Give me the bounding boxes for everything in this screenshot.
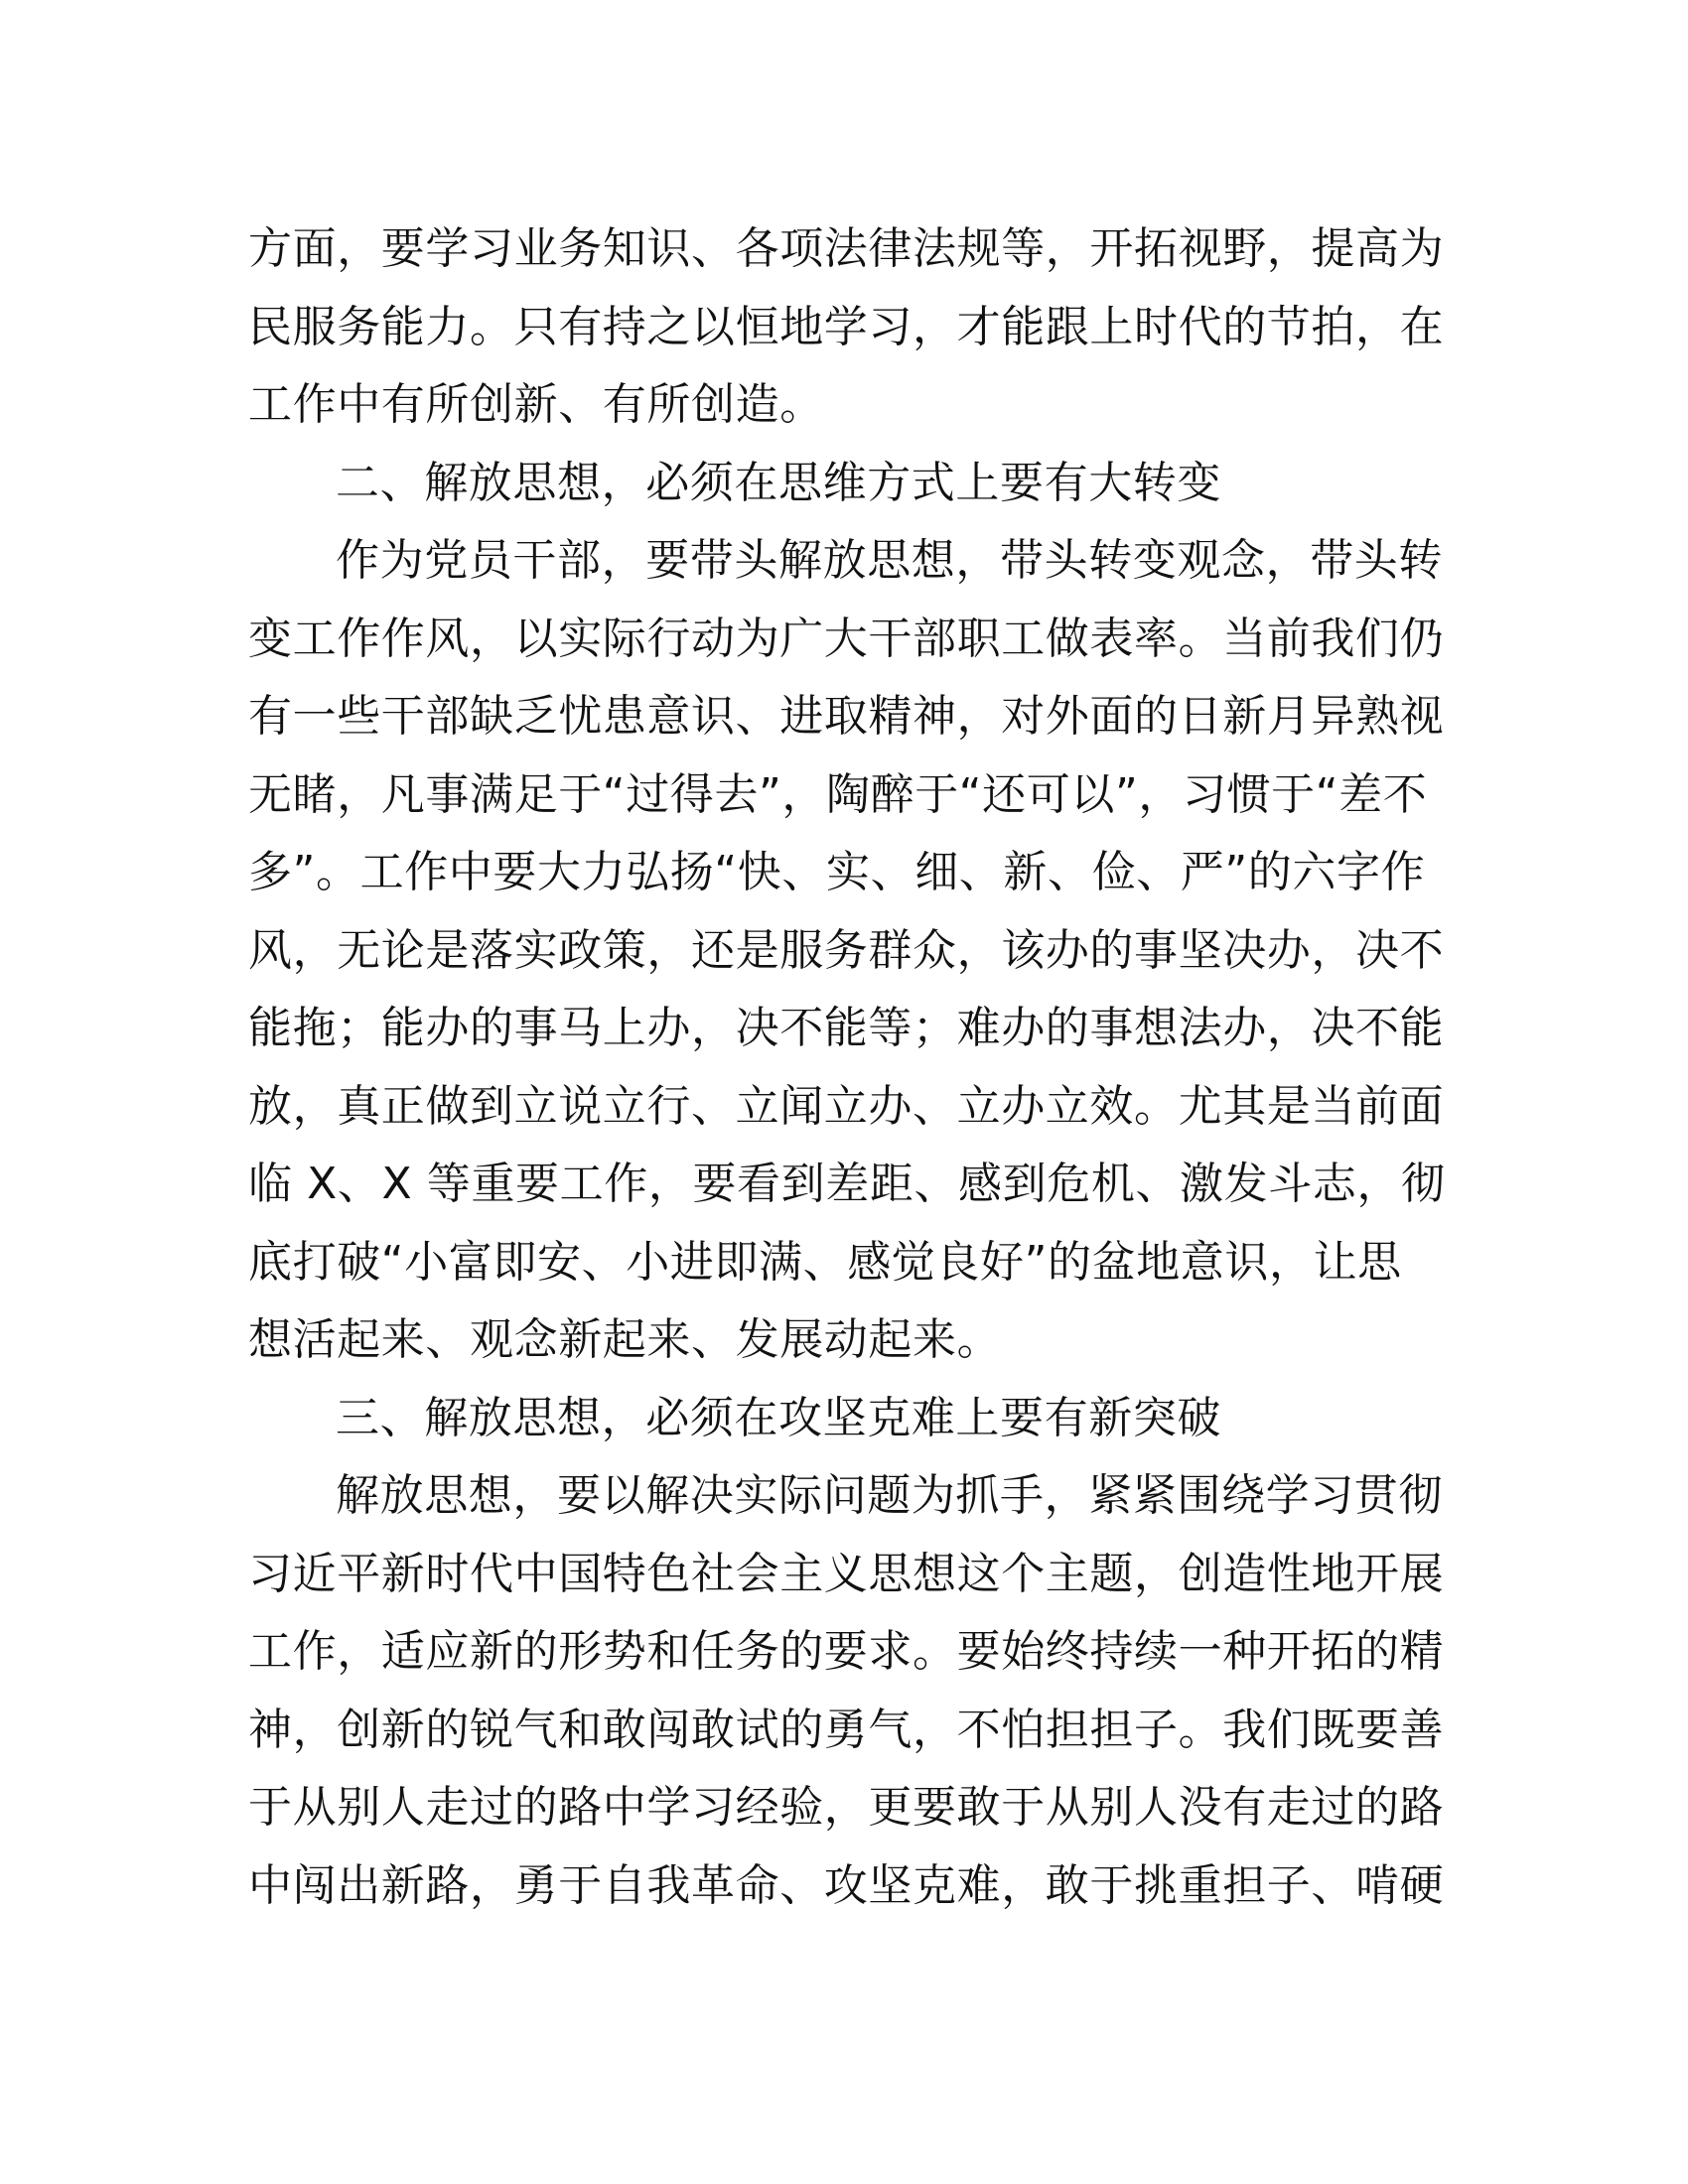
paragraph-3-line-5: 于从别人走过的路中学习经验，更要敢于从别人没有走过的路 [248,1782,1445,1833]
paragraph-1-line-3: 工作中有所创新、有所创造。 [248,379,824,430]
paragraph-2-line-9: 临 X、X 等重要工作，要看到差距、感到危机、激发斗志，彻 [248,1159,1446,1209]
paragraph-3-line-2: 习近平新时代中国特色社会主义思想这个主题，创造性地开展 [248,1548,1445,1599]
paragraph-2-line-1: 作为党员干部，要带头解放思想，带头转变观念，带头转 [336,535,1443,586]
section-heading-2: 二、解放思想，必须在思维方式上要有大转变 [336,457,1221,508]
paragraph-3-line-6: 中闯出新路，勇于自我革命、攻坚克难，敢于挑重担子、啃硬 [248,1859,1445,1911]
paragraph-3-line-3: 工作，适应新的形势和任务的要求。要始终持续一种开拓的精 [248,1626,1445,1677]
paragraph-2-line-2: 变工作作风，以实际行动为广大干部职工做表率。当前我们仍 [248,613,1445,664]
paragraph-2-line-5: 多”。工作中要大力弘扬“快、实、细、新、俭、严”的六字作 [248,847,1426,897]
paragraph-1-line-1: 方面，要学习业务知识、各项法律法规等，开拓视野，提高为 [248,223,1445,274]
section-heading-3: 三、解放思想，必须在攻坚克难上要有新突破 [336,1392,1221,1443]
paragraph-2-line-4: 无睹，凡事满足于“过得去”，陶醉于“还可以”，习惯于“差不 [248,768,1428,820]
paragraph-2-line-7: 能拖；能办的事马上办，决不能等；难办的事想法办，决不能 [248,1003,1445,1053]
document-body [248,210,1446,1925]
paragraph-2-line-3: 有一些干部缺乏忧患意识、进取精神，对外面的日新月异熟视 [248,691,1445,742]
paragraph-2-line-6: 风，无论是落实政策，还是服务群众，该办的事坚决办，决不 [248,924,1445,976]
paragraph-2-line-10: 底打破“小富即安、小进即满、感觉良好”的盆地意识，让思 [248,1236,1402,1288]
paragraph-2-line-11: 想活起来、观念新起来、发展动起来。 [248,1314,1002,1365]
paragraph-1-line-2: 民服务能力。只有持之以恒地学习，才能跟上时代的节拍，在 [248,301,1445,352]
paragraph-2-line-8: 放，真正做到立说立行、立闻立办、立办立效。尤其是当前面 [248,1080,1445,1132]
paragraph-3-line-4: 神，创新的锐气和敢闯敢试的勇气，不怕担担子。我们既要善 [248,1704,1445,1755]
paragraph-3-line-1: 解放思想，要以解决实际问题为抓手，紧紧围绕学习贯彻 [336,1470,1443,1521]
